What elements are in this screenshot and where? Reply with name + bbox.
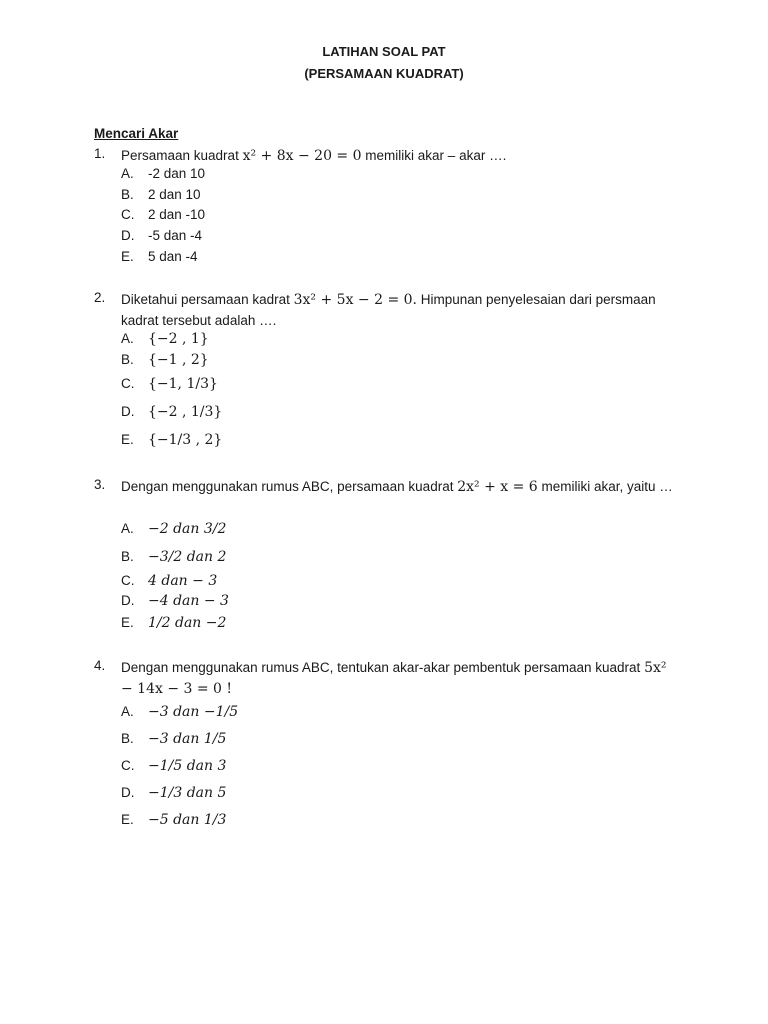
- option-letter: C.: [121, 376, 135, 391]
- question-text-after: memiliki akar – akar ….: [365, 148, 507, 163]
- option-text: 2 dan -10: [148, 207, 206, 222]
- option-letter: B.: [121, 352, 134, 367]
- question-text-before: Diketahui persamaan kadrat: [121, 292, 290, 307]
- option-text: −5 dan 1/3: [148, 812, 227, 828]
- option-text: 2 dan 10: [148, 187, 201, 202]
- equation: 5x² − 14x − 3 = 0 !: [121, 660, 667, 697]
- section-heading: Mencari Akar: [94, 126, 179, 141]
- option-letter: A.: [121, 704, 134, 719]
- question-text: [121, 146, 681, 167]
- option-letter: E.: [121, 432, 134, 447]
- option-letter: A.: [121, 166, 134, 181]
- document-subtitle: (PERSAMAAN KUADRAT): [304, 66, 464, 81]
- option-letter: D.: [121, 785, 135, 800]
- option-text: −2 dan 3/2: [148, 521, 227, 537]
- option-text: {−2 , 1/3}: [148, 404, 223, 420]
- question-text-after: Himpunan penyelesaian dari persmaan kadrat tersebut adalah ….: [121, 292, 656, 328]
- question-number: 3.: [94, 477, 106, 492]
- option-text: 1/2 dan −2: [148, 615, 227, 631]
- question-text-before: Dengan menggunakan rumus ABC, persamaan kuadrat: [121, 479, 454, 494]
- question-number: 4.: [94, 658, 106, 673]
- option-text: {−1/3 , 2}: [148, 432, 223, 448]
- option-letter: D.: [121, 228, 135, 243]
- option-letter: E.: [121, 249, 134, 264]
- option-text: {−2 , 1}: [148, 331, 209, 347]
- option-text: −3 dan 1/5: [148, 731, 227, 747]
- question-text-before: Persamaan kuadrat: [121, 148, 239, 163]
- equation: x² + 8x − 20 = 0: [242, 148, 362, 164]
- option-letter: E.: [121, 615, 134, 630]
- option-letter: C.: [121, 758, 135, 773]
- question-number: 2.: [94, 290, 106, 305]
- option-text: −1/3 dan 5: [148, 785, 227, 801]
- equation: 2x² + x = 6: [457, 479, 538, 495]
- option-letter: B.: [121, 731, 134, 746]
- option-letter: A.: [121, 521, 134, 536]
- option-text: {−1 , 2}: [148, 352, 209, 368]
- option-text: -5 dan -4: [148, 228, 203, 243]
- option-text: −4 dan − 3: [148, 593, 229, 609]
- question-text: [121, 658, 681, 699]
- option-text: {−1, 1/3}: [148, 376, 218, 392]
- question-text: [121, 290, 681, 331]
- option-text: −3 dan −1/5: [148, 704, 239, 720]
- option-text: −3/2 dan 2: [148, 549, 227, 565]
- option-text: 5 dan -4: [148, 249, 198, 264]
- question-text: [121, 477, 681, 498]
- question-text-after: memiliki akar, yaitu …: [541, 479, 673, 494]
- option-text: −1/5 dan 3: [148, 758, 227, 774]
- option-text: 4 dan − 3: [148, 573, 218, 589]
- option-letter: A.: [121, 331, 134, 346]
- option-letter: D.: [121, 404, 135, 419]
- question-text-before: Dengan menggunakan rumus ABC, tentukan akar-akar pembentuk persamaan kuadrat: [121, 660, 641, 675]
- option-letter: B.: [121, 187, 134, 202]
- document-title: LATIHAN SOAL PAT: [322, 44, 446, 59]
- option-letter: C.: [121, 207, 135, 222]
- option-letter: D.: [121, 593, 135, 608]
- option-letter: B.: [121, 549, 134, 564]
- equation: 3x² + 5x − 2 = 0.: [293, 292, 417, 308]
- option-letter: E.: [121, 812, 134, 827]
- option-letter: C.: [121, 573, 135, 588]
- option-text: -2 dan 10: [148, 166, 206, 181]
- question-number: 1.: [94, 146, 106, 161]
